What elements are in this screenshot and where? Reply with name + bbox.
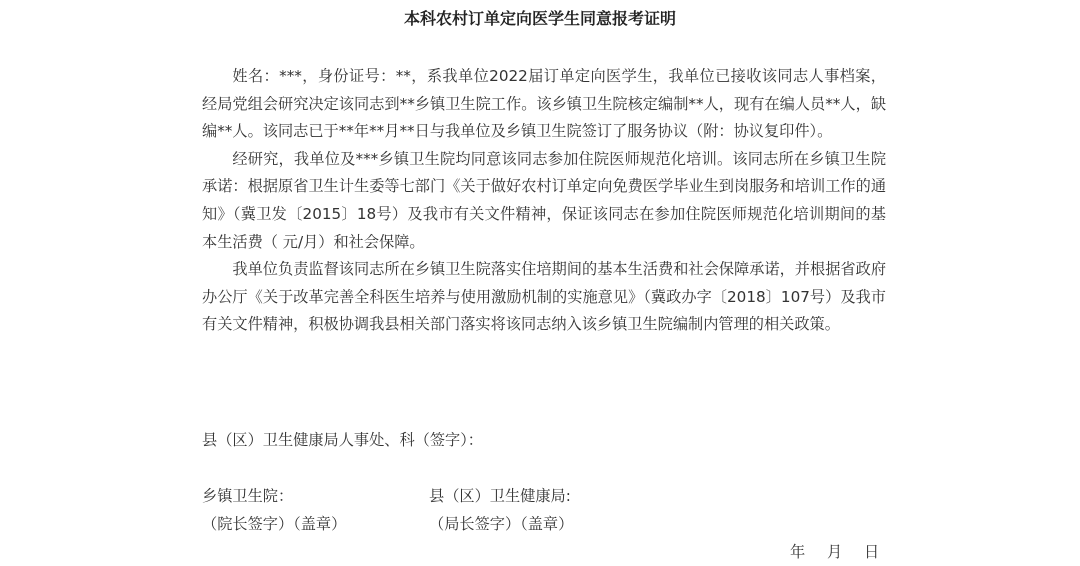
county-bureau-signature-line: 县（区）卫生健康局: [429, 487, 571, 505]
document-title: 本科农村订单定向医学生同意报考证明 [403, 9, 676, 28]
paragraph-training-approval: 经研究，我单位及***乡镇卫生院均同意该同志参加住院医师规范化培训。该同志所在乡镇卫生院承诺：根据原省卫生计生委等七部门《关于做好农村订单定向免费医学毕业生到岗服务和培训工作的通知》（冀卫发〔2015〕18号）及我市有关文件精神，保证该同志在参加住院医师规范化培训期间的基本生活费（ 元/月）和社会保障。 [202, 149, 886, 251]
date-year: 年 [790, 543, 806, 561]
date-day: 日 [864, 543, 880, 561]
document-body [202, 63, 886, 339]
township-director-seal-note: （院长签字）（盖章） [202, 515, 347, 533]
paragraph-supervision: 我单位负责监督该同志所在乡镇卫生院落实住培期间的基本生活费和社会保障承诺，并根据省政府办公厅《关于改革完善全科医生培养与使用激励机制的实施意见》（冀政办字〔2018〕107号）及我市有关文件精神，积极协调我县相关部门落实将该同志纳入该乡镇卫生院编制内管理的相关政策。 [202, 260, 886, 334]
county-hr-signature-line: 县（区）卫生健康局人事处、科（签字）： [202, 431, 483, 449]
paragraph-employment: 姓名：***，身份证号：**，系我单位2022届订单定向医学生，我单位已接收该同志人事档案，经局党组会研究决定该同志到**乡镇卫生院工作。该乡镇卫生院核定编制**人，现有在编人员**人，缺编**人。该同志已于**年**月**日与我单位及乡镇卫生院签订了服务协议（附：协议复印件）。 [202, 67, 886, 141]
date-month: 月 [827, 543, 843, 561]
date-line [790, 541, 901, 563]
township-hospital-signature-line: 乡镇卫生院： [202, 487, 294, 505]
county-director-seal-note: （局长签字）（盖章） [429, 515, 574, 533]
